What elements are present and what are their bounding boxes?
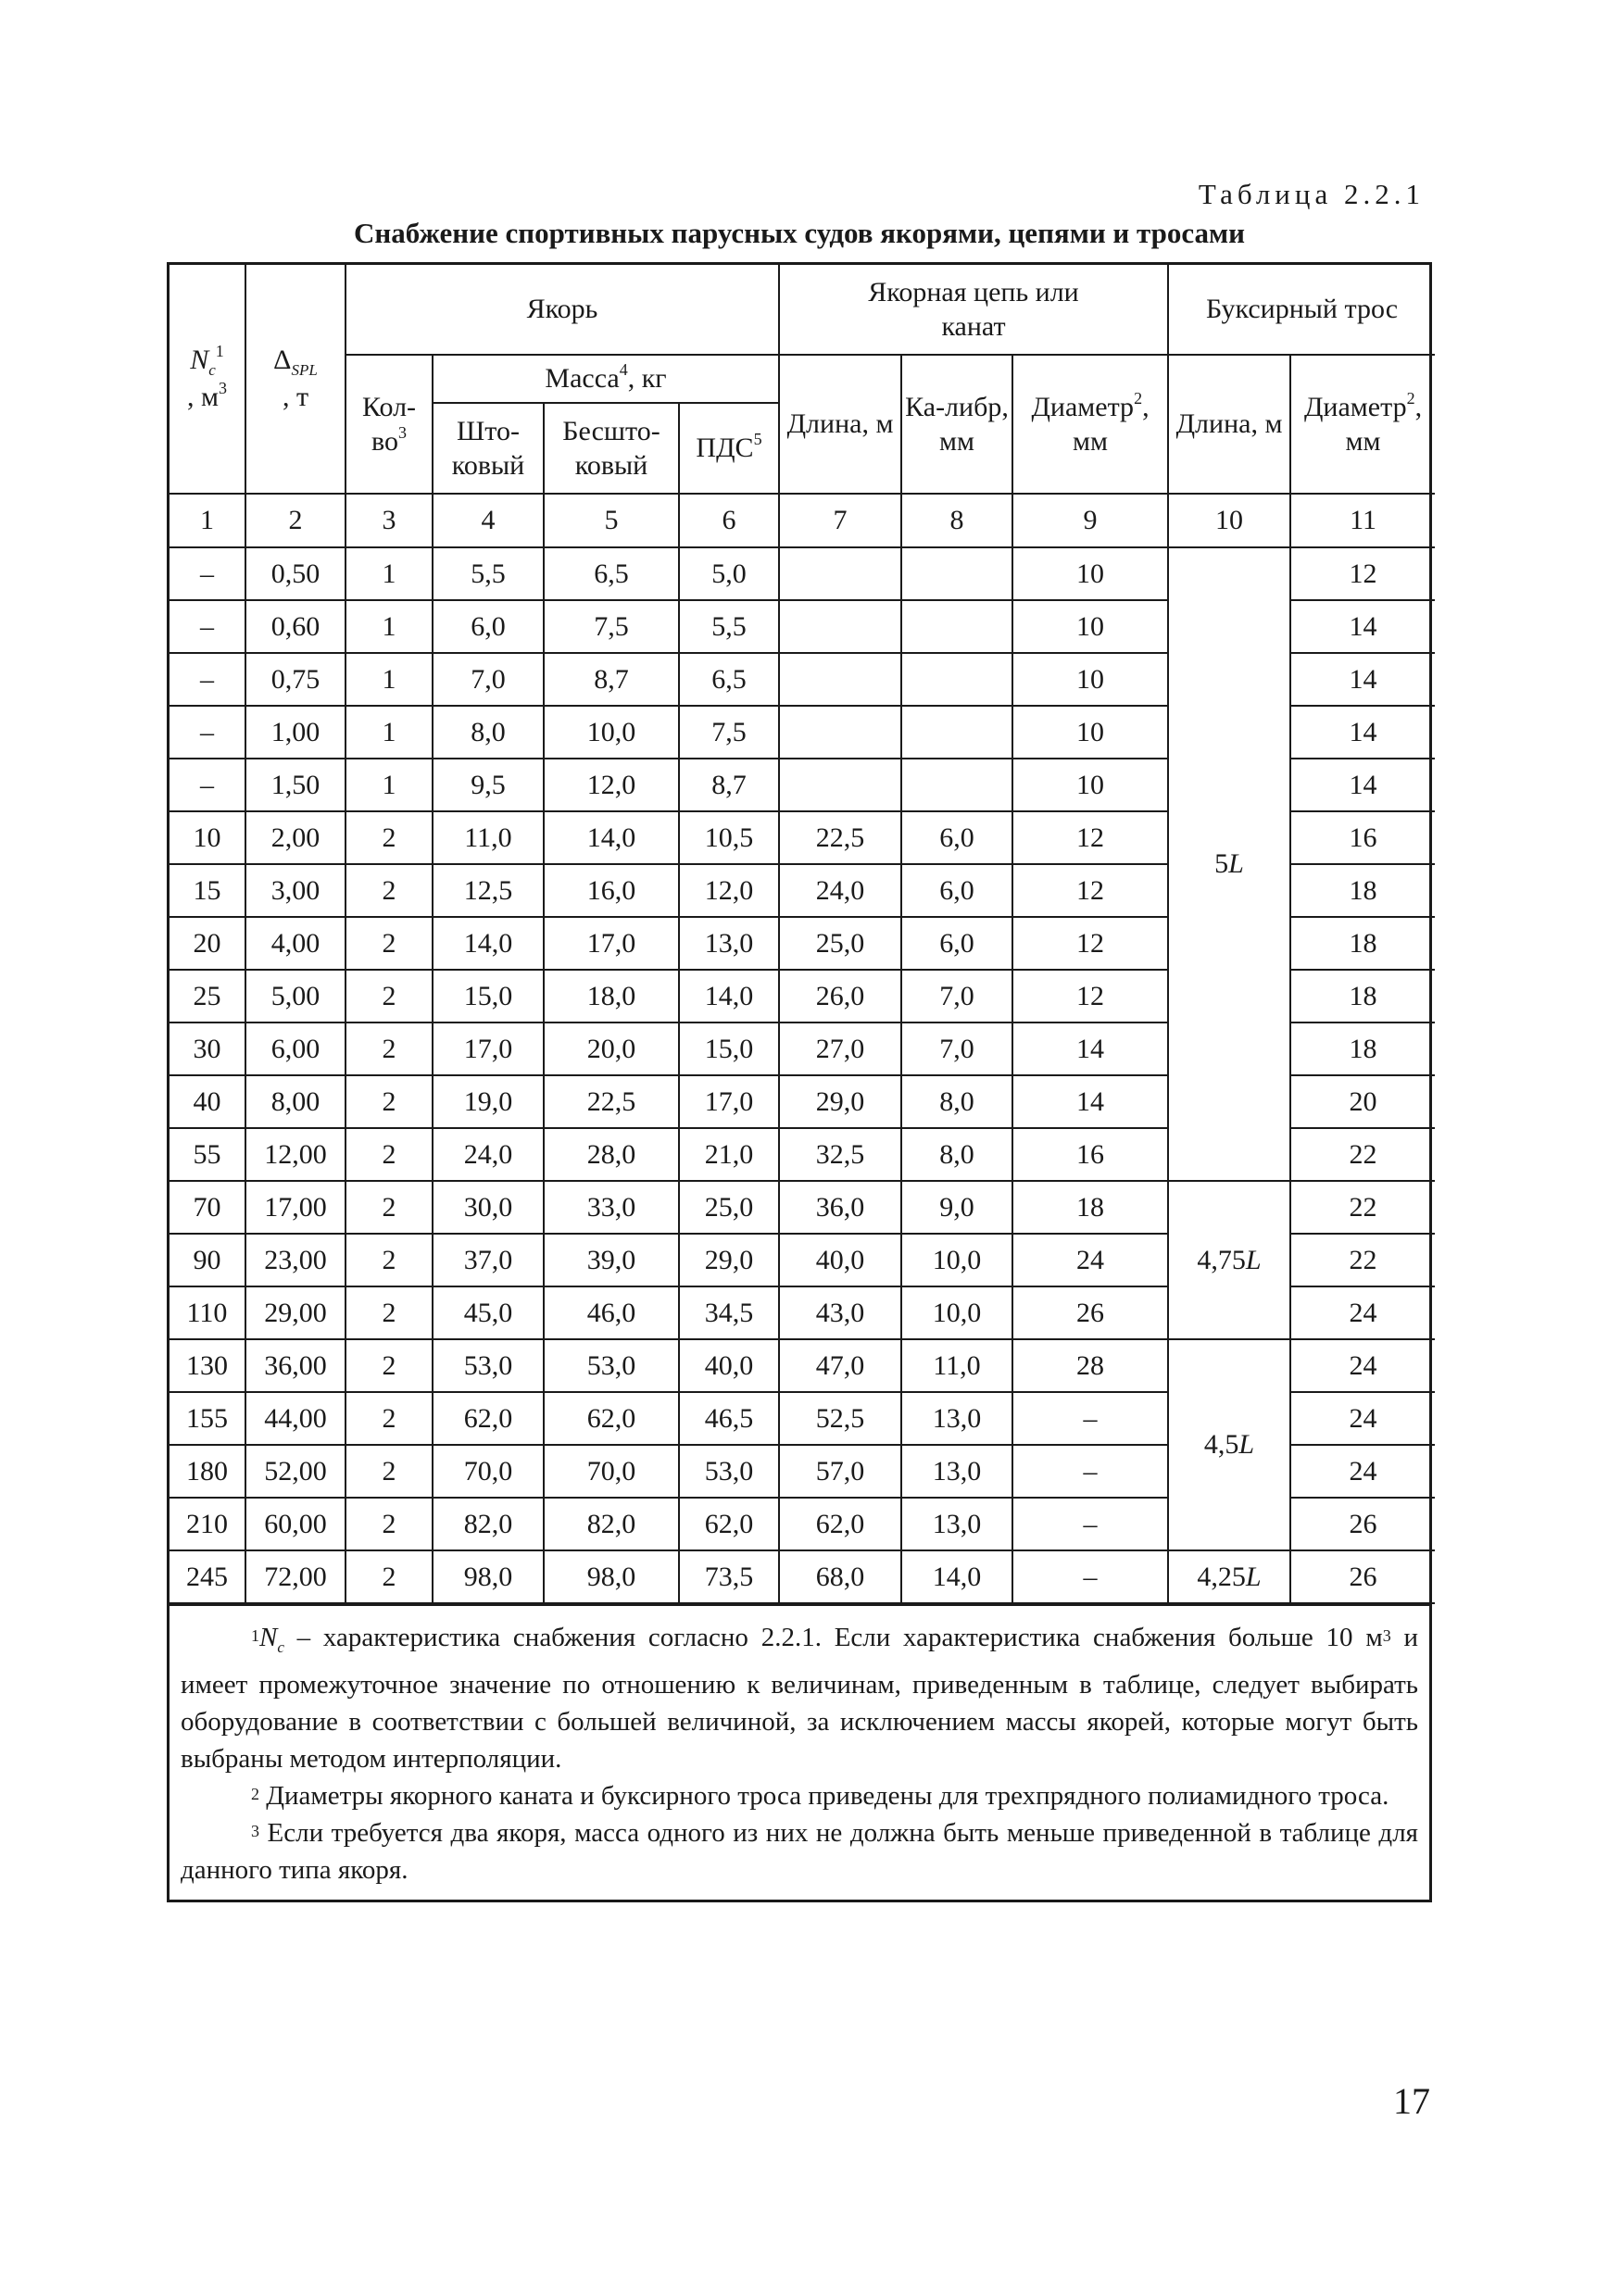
cell-cal: 10,0 (901, 1234, 1012, 1286)
cell-diam: 24 (1012, 1234, 1168, 1286)
cell-stock: 24,0 (433, 1128, 544, 1181)
cell-stockless: 17,0 (544, 917, 679, 970)
cell-tow-diameter: 14 (1290, 759, 1435, 811)
cell-cal: 8,0 (901, 1075, 1012, 1128)
cell-cal: 6,0 (901, 811, 1012, 864)
cell-disp: 8,00 (245, 1075, 346, 1128)
cell-cal: 13,0 (901, 1498, 1012, 1550)
cell-len: 26,0 (779, 970, 901, 1023)
cell-diam: – (1012, 1392, 1168, 1445)
column-number: 10 (1168, 494, 1290, 547)
cell-len: 47,0 (779, 1339, 901, 1392)
cell-nc: 40 (170, 1075, 245, 1128)
column-number: 5 (544, 494, 679, 547)
cell-nc: 55 (170, 1128, 245, 1181)
cell-cnt: 2 (346, 1023, 433, 1075)
cell-nc: 210 (170, 1498, 245, 1550)
cell-pds: 73,5 (679, 1550, 779, 1603)
cell-nc: 10 (170, 811, 245, 864)
cell-diam: 10 (1012, 547, 1168, 600)
cell-stockless: 70,0 (544, 1445, 679, 1498)
cell-disp: 6,00 (245, 1023, 346, 1075)
cell-disp: 29,00 (245, 1286, 346, 1339)
header-chain-diameter: Диаметр$^2$, мм (1012, 355, 1168, 494)
cell-stockless: 22,5 (544, 1075, 679, 1128)
cell-len: 52,5 (779, 1392, 901, 1445)
header-caliber: Ка-либр, мм (901, 355, 1012, 494)
column-number: 9 (1012, 494, 1168, 547)
cell-pds: 25,0 (679, 1181, 779, 1234)
header-nc: $N_c^1$ , $м^3$ (170, 265, 245, 494)
header-pds: ПДС$^5$ (679, 403, 779, 494)
cell-stockless: 14,0 (544, 811, 679, 864)
cell-stock: 62,0 (433, 1392, 544, 1445)
cell-diam: 14 (1012, 1023, 1168, 1075)
cell-tow-diameter: 18 (1290, 970, 1435, 1023)
cell-cnt: 1 (346, 600, 433, 653)
cell-len: 24,0 (779, 864, 901, 917)
header-stockless: Бесшто-ковый (544, 403, 679, 494)
cell-len (779, 706, 901, 759)
cell-pds: 14,0 (679, 970, 779, 1023)
cell-len: 29,0 (779, 1075, 901, 1128)
cell-stock: 82,0 (433, 1498, 544, 1550)
tow-length-group: 5L (1168, 547, 1290, 1181)
cell-nc: 30 (170, 1023, 245, 1075)
cell-cal: 13,0 (901, 1392, 1012, 1445)
cell-stock: 8,0 (433, 706, 544, 759)
cell-diam: 10 (1012, 600, 1168, 653)
cell-pds: 15,0 (679, 1023, 779, 1075)
cell-cnt: 2 (346, 1286, 433, 1339)
cell-nc: – (170, 706, 245, 759)
cell-len: 68,0 (779, 1550, 901, 1603)
cell-stockless: 18,0 (544, 970, 679, 1023)
cell-disp: 60,00 (245, 1498, 346, 1550)
table-row (170, 1181, 1435, 1234)
cell-cal: 11,0 (901, 1339, 1012, 1392)
cell-cal: 9,0 (901, 1181, 1012, 1234)
cell-diam: 14 (1012, 1075, 1168, 1128)
cell-tow-diameter: 24 (1290, 1445, 1435, 1498)
cell-cal (901, 653, 1012, 706)
cell-stock: 30,0 (433, 1181, 544, 1234)
cell-pds: 10,5 (679, 811, 779, 864)
cell-stock: 37,0 (433, 1234, 544, 1286)
table-row (170, 1550, 1435, 1603)
cell-cnt: 2 (346, 1339, 433, 1392)
cell-cal: 10,0 (901, 1286, 1012, 1339)
cell-diam: 12 (1012, 917, 1168, 970)
cell-len: 43,0 (779, 1286, 901, 1339)
cell-cnt: 2 (346, 1128, 433, 1181)
cell-stock: 12,5 (433, 864, 544, 917)
column-number: 2 (245, 494, 346, 547)
cell-cnt: 1 (346, 759, 433, 811)
cell-stock: 53,0 (433, 1339, 544, 1392)
cell-cal: 8,0 (901, 1128, 1012, 1181)
cell-diam: 12 (1012, 970, 1168, 1023)
cell-disp: 52,00 (245, 1445, 346, 1498)
cell-stockless: 53,0 (544, 1339, 679, 1392)
cell-stockless: 10,0 (544, 706, 679, 759)
cell-stockless: 12,0 (544, 759, 679, 811)
cell-disp: 0,50 (245, 547, 346, 600)
cell-tow-diameter: 24 (1290, 1339, 1435, 1392)
cell-nc: 245 (170, 1550, 245, 1603)
cell-disp: 2,00 (245, 811, 346, 864)
cell-disp: 5,00 (245, 970, 346, 1023)
table-row (170, 1339, 1435, 1392)
cell-len: 57,0 (779, 1445, 901, 1498)
cell-len: 40,0 (779, 1234, 901, 1286)
header-chain: Якорная цепь или канат (779, 265, 1168, 355)
column-number: 8 (901, 494, 1012, 547)
tow-length-group: 4,25L (1168, 1550, 1290, 1603)
cell-len (779, 547, 901, 600)
cell-disp: 0,75 (245, 653, 346, 706)
cell-tow-diameter: 20 (1290, 1075, 1435, 1128)
cell-disp: 17,00 (245, 1181, 346, 1234)
cell-stockless: 7,5 (544, 600, 679, 653)
cell-pds: 13,0 (679, 917, 779, 970)
cell-len: 32,5 (779, 1128, 901, 1181)
cell-disp: 1,00 (245, 706, 346, 759)
cell-stock: 15,0 (433, 970, 544, 1023)
cell-tow-diameter: 22 (1290, 1234, 1435, 1286)
cell-diam: 10 (1012, 653, 1168, 706)
cell-disp: 1,50 (245, 759, 346, 811)
cell-pds: 17,0 (679, 1075, 779, 1128)
cell-disp: 0,60 (245, 600, 346, 653)
cell-stockless: 16,0 (544, 864, 679, 917)
cell-cal: 6,0 (901, 917, 1012, 970)
cell-cal: 13,0 (901, 1445, 1012, 1498)
cell-tow-diameter: 12 (1290, 547, 1435, 600)
cell-stockless: 6,5 (544, 547, 679, 600)
cell-diam: 10 (1012, 759, 1168, 811)
cell-nc: – (170, 759, 245, 811)
cell-stock: 70,0 (433, 1445, 544, 1498)
cell-nc: – (170, 600, 245, 653)
cell-cnt: 1 (346, 547, 433, 600)
cell-stock: 9,5 (433, 759, 544, 811)
header-tow-diameter: Диаметр$^2$, мм (1290, 355, 1435, 494)
cell-pds: 29,0 (679, 1234, 779, 1286)
cell-stockless: 33,0 (544, 1181, 679, 1234)
cell-len (779, 600, 901, 653)
cell-nc: 90 (170, 1234, 245, 1286)
cell-stock: 11,0 (433, 811, 544, 864)
cell-cnt: 1 (346, 653, 433, 706)
tow-length-group: 4,75L (1168, 1181, 1290, 1339)
cell-stockless: 82,0 (544, 1498, 679, 1550)
cell-pds: 6,5 (679, 653, 779, 706)
cell-cnt: 2 (346, 1392, 433, 1445)
cell-tow-diameter: 22 (1290, 1181, 1435, 1234)
cell-stock: 5,5 (433, 547, 544, 600)
table-frame (167, 262, 1432, 1902)
cell-nc: 155 (170, 1392, 245, 1445)
header-tow-length: Длина, м (1168, 355, 1290, 494)
cell-disp: 72,00 (245, 1550, 346, 1603)
cell-diam: 26 (1012, 1286, 1168, 1339)
cell-len (779, 653, 901, 706)
cell-cnt: 2 (346, 1445, 433, 1498)
cell-len: 25,0 (779, 917, 901, 970)
header-count: Кол-$во^3$ (346, 355, 433, 494)
cell-pds: 5,0 (679, 547, 779, 600)
cell-pds: 21,0 (679, 1128, 779, 1181)
cell-nc: 180 (170, 1445, 245, 1498)
header-stock: Што-ковый (433, 403, 544, 494)
cell-stockless: 8,7 (544, 653, 679, 706)
column-number: 11 (1290, 494, 1435, 547)
cell-cal (901, 547, 1012, 600)
table-title: Снабжение спортивных парусных судов якорями, цепями и тросами (353, 217, 1245, 249)
cell-cnt: 2 (346, 811, 433, 864)
cell-stock: 7,0 (433, 653, 544, 706)
cell-pds: 46,5 (679, 1392, 779, 1445)
cell-pds: 7,5 (679, 706, 779, 759)
cell-disp: 23,00 (245, 1234, 346, 1286)
cell-nc: 15 (170, 864, 245, 917)
cell-diam: 18 (1012, 1181, 1168, 1234)
cell-disp: 4,00 (245, 917, 346, 970)
cell-stockless: 28,0 (544, 1128, 679, 1181)
cell-diam: 12 (1012, 811, 1168, 864)
column-number: 1 (170, 494, 245, 547)
cell-cal (901, 759, 1012, 811)
cell-nc: – (170, 653, 245, 706)
cell-tow-diameter: 26 (1290, 1550, 1435, 1603)
cell-stock: 45,0 (433, 1286, 544, 1339)
cell-cnt: 2 (346, 1234, 433, 1286)
cell-stock: 6,0 (433, 600, 544, 653)
cell-diam: – (1012, 1498, 1168, 1550)
cell-tow-diameter: 14 (1290, 653, 1435, 706)
cell-diam: 10 (1012, 706, 1168, 759)
cell-pds: 8,7 (679, 759, 779, 811)
cell-cal: 7,0 (901, 970, 1012, 1023)
cell-len: 62,0 (779, 1498, 901, 1550)
cell-diam: 12 (1012, 864, 1168, 917)
cell-len: 27,0 (779, 1023, 901, 1075)
column-number-row (170, 494, 1435, 547)
cell-disp: 3,00 (245, 864, 346, 917)
cell-disp: 36,00 (245, 1339, 346, 1392)
cell-pds: 62,0 (679, 1498, 779, 1550)
cell-nc: 70 (170, 1181, 245, 1234)
cell-stockless: 62,0 (544, 1392, 679, 1445)
cell-tow-diameter: 24 (1290, 1286, 1435, 1339)
cell-nc: 110 (170, 1286, 245, 1339)
header-anchor: Якорь (346, 265, 779, 355)
column-number: 6 (679, 494, 779, 547)
header-displacement: $\Delta_{SPL}$ , т (245, 265, 346, 494)
cell-nc: 130 (170, 1339, 245, 1392)
cell-nc: – (170, 547, 245, 600)
cell-diam: 16 (1012, 1128, 1168, 1181)
cell-stock: 19,0 (433, 1075, 544, 1128)
header-tow: Буксирный трос (1168, 265, 1435, 355)
cell-cal: 14,0 (901, 1550, 1012, 1603)
cell-cal: 6,0 (901, 864, 1012, 917)
cell-diam: – (1012, 1445, 1168, 1498)
tow-length-group: 4,5L (1168, 1339, 1290, 1550)
cell-stockless: 39,0 (544, 1234, 679, 1286)
cell-disp: 12,00 (245, 1128, 346, 1181)
cell-nc: 25 (170, 970, 245, 1023)
page-number: 17 (1393, 2080, 1430, 2122)
cell-nc: 20 (170, 917, 245, 970)
table-row (170, 547, 1435, 600)
cell-stockless: 46,0 (544, 1286, 679, 1339)
note-3: $^3$ Если требуется два якоря, масса одного из них не должна быть меньше приведенной в таблице для данного типа якоря. (181, 1817, 1418, 1885)
cell-disp: 44,00 (245, 1392, 346, 1445)
column-number: 4 (433, 494, 544, 547)
cell-tow-diameter: 24 (1290, 1392, 1435, 1445)
cell-tow-diameter: 18 (1290, 917, 1435, 970)
table-label: Таблица 2.2.1 (1198, 178, 1425, 210)
cell-stock: 14,0 (433, 917, 544, 970)
cell-pds: 34,5 (679, 1286, 779, 1339)
cell-tow-diameter: 14 (1290, 706, 1435, 759)
header-mass: Масса$^4$, кг (433, 355, 779, 403)
cell-pds: 12,0 (679, 864, 779, 917)
cell-tow-diameter: 16 (1290, 811, 1435, 864)
cell-cnt: 2 (346, 917, 433, 970)
cell-pds: 5,5 (679, 600, 779, 653)
cell-tow-diameter: 18 (1290, 1023, 1435, 1075)
cell-tow-diameter: 18 (1290, 864, 1435, 917)
note-1: $^1N_c$ – характеристика снабжения согласно 2.2.1. Если характеристика снабжения больше 10 $м^3$ и имеет промежуточное значение по отношению к величинам, приведенным в таблице, следует выбирать оборудование в соответствии с большей величиной, за исключением массы якорей, которые могут быть выбраны методом интерполяции. (181, 1623, 1418, 1774)
cell-cnt: 2 (346, 1550, 433, 1603)
cell-tow-diameter: 26 (1290, 1498, 1435, 1550)
cell-len: 22,5 (779, 811, 901, 864)
table-notes (170, 1604, 1429, 1900)
cell-pds: 53,0 (679, 1445, 779, 1498)
column-number: 7 (779, 494, 901, 547)
cell-pds: 40,0 (679, 1339, 779, 1392)
cell-diam: – (1012, 1550, 1168, 1603)
cell-len (779, 759, 901, 811)
cell-stock: 98,0 (433, 1550, 544, 1603)
column-number: 3 (346, 494, 433, 547)
cell-tow-diameter: 22 (1290, 1128, 1435, 1181)
anchor-supply-table (170, 265, 1435, 1604)
cell-stockless: 98,0 (544, 1550, 679, 1603)
cell-cal (901, 706, 1012, 759)
cell-stockless: 20,0 (544, 1023, 679, 1075)
cell-cnt: 2 (346, 1498, 433, 1550)
cell-tow-diameter: 14 (1290, 600, 1435, 653)
cell-cnt: 2 (346, 970, 433, 1023)
cell-cnt: 2 (346, 864, 433, 917)
cell-stock: 17,0 (433, 1023, 544, 1075)
cell-cnt: 2 (346, 1075, 433, 1128)
cell-len: 36,0 (779, 1181, 901, 1234)
cell-cal (901, 600, 1012, 653)
header-chain-length: Длина, м (779, 355, 901, 494)
cell-diam: 28 (1012, 1339, 1168, 1392)
cell-cnt: 1 (346, 706, 433, 759)
cell-cnt: 2 (346, 1181, 433, 1234)
note-2: $^2$ Диаметры якорного каната и буксирного троса приведены для трехпрядного полиамидного троса. (251, 1780, 1389, 1811)
cell-cal: 7,0 (901, 1023, 1012, 1075)
